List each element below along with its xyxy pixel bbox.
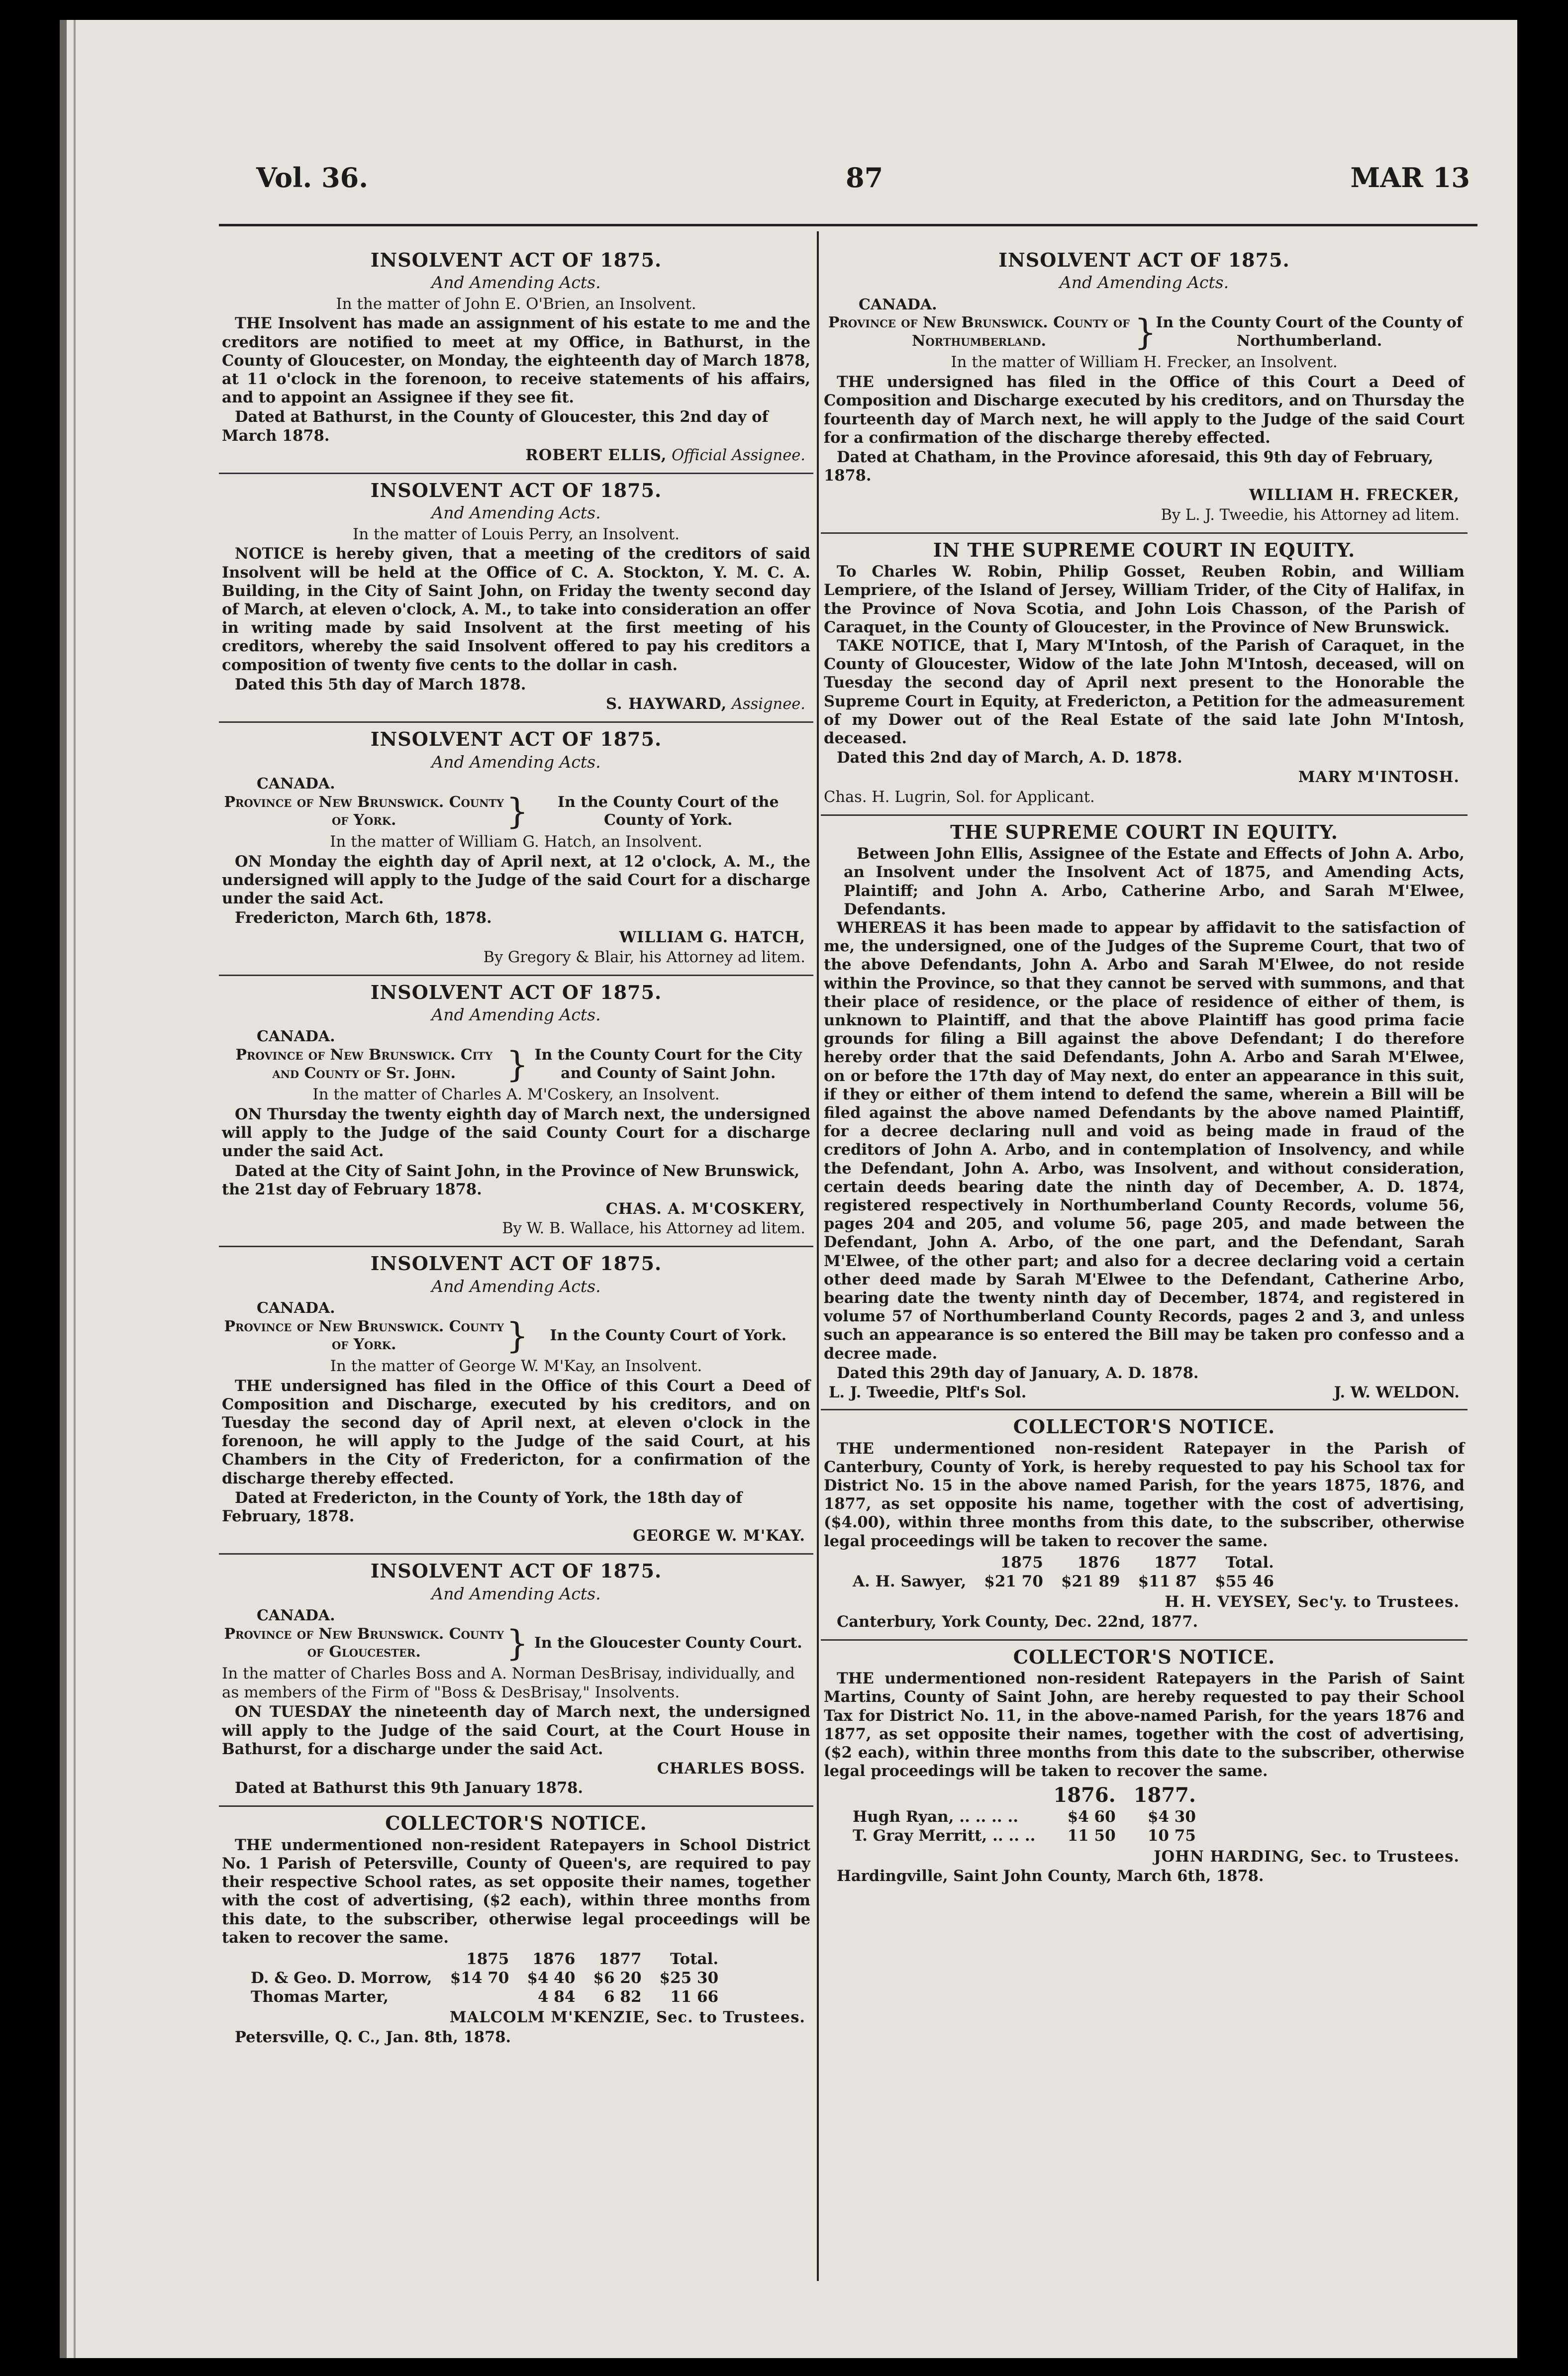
notice-dated: Dated this 29th day of January, A. D. 1878.	[837, 1364, 1199, 1382]
notice-title: THE SUPREME COURT IN EQUITY.	[950, 820, 1338, 843]
table-header-cell: 1877.	[1133, 1783, 1196, 1807]
table-header-cell: 1876.	[1053, 1783, 1116, 1807]
brace-glyph: }	[1134, 311, 1157, 353]
notice-mcintosh-equity	[821, 534, 1468, 816]
notice-dated: Fredericton, March 6th, 1878.	[235, 909, 492, 927]
right-column	[821, 244, 1468, 1893]
notice-matter: In the matter of Charles A. M'Coskery, an Insolvent.	[312, 1086, 720, 1104]
notice-body: THE undersigned has filed in the Office of this Court a Deed of Composition and Discharge, executed by his creditors, and on Tuesday the second day of April next, at eleven o'clock in the forenoon, he will apply to the Judge of the said Court, at his Chambers in the City of Fredericton, for a confirmation of the discharge thereby effected.	[222, 1377, 810, 1487]
notice-signature: ROBERT ELLIS, Official Assignee.	[525, 446, 805, 464]
notice-signature: WILLIAM H. FRECKER,	[1249, 486, 1460, 504]
notice-matter: In the matter of Louis Perry, an Insolvent.	[352, 525, 680, 543]
total-cell: $25 30	[659, 1969, 719, 1987]
notice-frecker	[821, 244, 1468, 534]
notice-body: THE Insolvent has made an assignment of his estate to me and the creditors are notified to meet at my Office, in Bathurst, in the County of Gloucester, on Monday, the eighteenth day of March 1878, at 11 o'clock in the forenoon, to receive statements of his affairs, and to appoint an Assignee if they see fit.	[222, 314, 810, 407]
notice-dated: Petersville, Q. C., Jan. 8th, 1878.	[235, 2028, 511, 2046]
rate-cell: $4 30	[1147, 1808, 1196, 1826]
brace-glyph: }	[506, 1315, 529, 1357]
collector-notice-petersville	[219, 1807, 813, 2054]
notice-matter: In the matter of George W. M'Kay, an Insolvent.	[330, 1357, 702, 1375]
column-rule	[817, 231, 819, 2281]
notice-mckay	[219, 1247, 813, 1555]
country-label: CANADA.	[257, 775, 335, 792]
table-header-cell: Total.	[1225, 1553, 1274, 1572]
ratepayer-name: T. Gray Merritt, .. .. ..	[853, 1827, 1036, 1845]
notice-dated: Dated this 5th day of March 1878.	[235, 675, 526, 693]
table-row	[844, 1808, 1205, 1827]
notice-signature: WILLIAM G. HATCH,	[619, 928, 805, 947]
collector-notice-canterbury	[821, 1410, 1468, 1641]
notice-matter: In the matter of John E. O'Brien, an Insolvent.	[336, 295, 696, 313]
rate-cell: 10 75	[1147, 1827, 1196, 1845]
rate-cell: $11 87	[1138, 1572, 1197, 1590]
notice-obrien	[219, 244, 813, 474]
notice-signature-row	[824, 1384, 1465, 1402]
table-header-row	[844, 1554, 1283, 1573]
table-header-cell: 1876	[532, 1950, 576, 1968]
ratepayer-name: D. & Geo. D. Morrow,	[251, 1969, 432, 1987]
notice-dated: Dated at Bathurst, in the County of Gloucester, this 2nd day of March 1878.	[222, 408, 769, 445]
jurisdiction-block	[222, 1299, 810, 1357]
court-name: In the County Court for the City and County of Saint John.	[534, 1046, 802, 1082]
table-header-cell: 1877	[598, 1950, 642, 1968]
notice-addressees: To Charles W. Robin, Philip Gosset, Reuben Robin, and William Lempriere, of the Island of Jersey, William Trider, of the City of Halifax, in the Province of Nova Scotia, and John Lois Chasson, of the Parish of Caraquet, in the County of Gloucester, in the Province of New Brunswick.	[824, 563, 1465, 636]
total-cell: 11 66	[670, 1987, 719, 2006]
notice-subtitle: And Amending Acts.	[431, 273, 601, 293]
notice-signature: S. HAYWARD, Assignee.	[606, 695, 805, 713]
brace-glyph: }	[506, 791, 529, 832]
rate-cell: $6 20	[593, 1969, 642, 1987]
country-label: CANADA.	[257, 1028, 335, 1046]
notice-subtitle: And Amending Acts.	[1059, 273, 1229, 293]
notice-dated: Dated at Bathurst this 9th January 1878.	[235, 1779, 584, 1797]
notice-subtitle: And Amending Acts.	[431, 1005, 601, 1025]
notice-signature: JOHN HARDING, Sec. to Trustees.	[1154, 1847, 1460, 1866]
rate-cell: 11 50	[1067, 1827, 1116, 1845]
notice-subtitle: And Amending Acts.	[431, 752, 601, 772]
court-name: In the County Court of York.	[550, 1326, 787, 1344]
rates-table	[844, 1554, 1283, 1591]
table-header-cell	[844, 1554, 975, 1573]
notice-signature: CHAS. A. M'COSKERY,	[605, 1199, 805, 1218]
notice-mccoskery	[219, 976, 813, 1248]
notice-title: COLLECTOR'S NOTICE.	[385, 1812, 647, 1835]
brace-glyph: }	[506, 1044, 529, 1085]
notice-body: TAKE NOTICE, that I, Mary M'Intosh, of the Parish of Caraquet, in the County of Gloucester, Widow of the late John M'Intosh, deceased, will on Tuesday the second day of April next present to the Honorable the Supreme Court in Equity, at Fredericton, a Petition for the admeasurement of my Dower out of the Real Estate of the said late John M'Intosh, deceased.	[824, 637, 1465, 748]
table-header-cell	[242, 1950, 441, 1969]
notice-arbo-equity	[821, 816, 1468, 1410]
rate-cell: 4 84	[537, 1987, 576, 2006]
rate-cell: 6 82	[604, 1987, 642, 2006]
notice-solicitor: Chas. H. Lugrin, Sol. for Applicant.	[824, 788, 1095, 806]
notice-body: WHEREAS it has been made to appear by affidavit to the satisfaction of me, the undersigned, one of the Judges of the Supreme Court, that two of the above Defendants, John A. Arbo and Sarah M'Elwee, do not reside within the Province, so that they cannot be served with summons, and that their place of residence, or the place of residence of either of them, is unknown to Plaintiff, and that the above Plaintiff has good prima facie grounds for filing a Bill against the above Defendant; I do therefore hereby order that the said Defendants, John A. Arbo and Sarah M'Elwee, on or before the 17th day of May next, do enter an appearance in this suit, if they or either of them intend to defend the same, wherein a Bill will be filed against the above named Defendants by the above named Plaintiff, for a decree declaring null and void as being made in fraud of the creditors of John A. Arbo, and in contemplation of Insolvency, and while the Defendant, John A. Arbo, was Insolvent, and without consideration, certain deeds bearing date the ninth day of December, A. D. 1874, registered respectively in Northumberland County Records, volume 56, pages 204 and 205, and volume 56, page 205, and made between the Defendant, John A. Arbo, of the one part, and the Defendant, Sarah M'Elwee, of the other part; and also for a decree declaring void a certain other deed made by Sarah M'Elwee to the Defendant, Catherine Arbo, bearing date the twenty ninth day of December, 1874, and registered in volume 57 of Northumberland County Records, pages 2 and 3, and unless such an appearance is so entered the Bill may be taken pro confesso and a decree made.	[824, 919, 1465, 1363]
ratepayer-name: Hugh Ryan, .. .. .. ..	[853, 1808, 1018, 1826]
table-row	[242, 1969, 727, 1988]
page-edge-shadow	[60, 20, 67, 2358]
rate-cell: $4 40	[527, 1969, 576, 1987]
table-row	[242, 1988, 727, 2007]
notice-matter: In the matter of William H. Frecker, an Insolvent.	[951, 353, 1338, 372]
province-county: Province of New Brunswick. County of Northumberland.	[828, 314, 1130, 350]
jurisdiction-block	[824, 296, 1465, 351]
country-label: CANADA.	[257, 1299, 335, 1317]
table-header-cell: 1875	[466, 1950, 509, 1968]
notice-dated: Dated this 2nd day of March, A. D. 1878.	[837, 749, 1182, 767]
notice-dated: Canterbury, York County, Dec. 22nd, 1877.	[837, 1612, 1198, 1631]
table-header-cell: 1877	[1154, 1553, 1197, 1572]
notice-dated: Dated at Fredericton, in the County of York, the 18th day of February, 1878.	[222, 1488, 743, 1525]
notice-body: ON Thursday the twenty eighth day of March next, the undersigned will apply to the Judge of the said County Court for a discharge under the said Act.	[222, 1105, 810, 1161]
court-name: In the County Court of the County of Northumberland.	[1156, 314, 1463, 350]
notice-matter: In the matter of William G. Hatch, an Insolvent.	[330, 832, 702, 851]
table-header-cell	[844, 1783, 1044, 1808]
notice-signature: GEORGE W. M'KAY.	[633, 1527, 805, 1545]
court-name: In the Gloucester County Court.	[534, 1634, 802, 1652]
notice-body: NOTICE is hereby given, that a meeting of the creditors of said Insolvent will be held at the Office of C. A. Stockton, Y. M. C. A. Building, in the City of Saint John, on Friday the twenty second day of March, at eleven o'clock, A. M., to take into consideration an offer in writing made by said Insolvent at the first meeting of his creditors, whereby the said Insolvent offered to pay his creditors a composition of twenty five cents to the dollar in cash.	[222, 545, 810, 674]
notice-title: IN THE SUPREME COURT IN EQUITY.	[933, 538, 1356, 561]
rate-cell: $21 70	[984, 1572, 1043, 1590]
notice-body: THE undersigned has filed in the Office of this Court a Deed of Composition and Discharge executed by his creditors, and on Thursday the fourteenth day of March next, he will apply to the Judge of the said Court for a confirmation of the discharge thereby effected.	[824, 373, 1465, 447]
notice-title: INSOLVENT ACT OF 1875.	[370, 1560, 662, 1583]
rate-cell: $21 89	[1061, 1572, 1120, 1590]
table-header-cell: 1876	[1077, 1553, 1120, 1572]
notice-parties: Between John Ellis, Assignee of the Estate and Effects of John A. Arbo, an Insolvent under the Insolvent Act of 1875, and Amending Acts, Plaintiff; and John A. Arbo, Catherine Arbo, and Sarah M'Elwee, Defendants.	[844, 845, 1465, 918]
notice-subtitle: And Amending Acts.	[431, 503, 601, 523]
table-header-cell: Total.	[670, 1950, 719, 1968]
country-label: CANADA.	[257, 1606, 335, 1624]
newspaper-page	[60, 20, 1517, 2358]
brace-glyph: }	[506, 1623, 529, 1664]
notice-attorney: By W. B. Wallace, his Attorney ad litem.	[502, 1220, 805, 1238]
notice-signature: J. W. WELDON.	[1334, 1384, 1460, 1402]
rates-table	[242, 1950, 727, 2006]
province-county: Province of New Brunswick. County of Gloucester.	[224, 1625, 504, 1661]
notice-title: INSOLVENT ACT OF 1875.	[370, 728, 662, 751]
notice-dated: Dated at the City of Saint John, in the Province of New Brunswick, the 21st day of February 1878.	[222, 1162, 800, 1198]
ratepayer-name: Thomas Marter,	[251, 1987, 389, 2006]
jurisdiction-block	[222, 1607, 810, 1662]
notice-subtitle: And Amending Acts.	[431, 1584, 601, 1603]
left-column	[219, 244, 813, 2055]
issue-date: MAR 13	[1350, 162, 1470, 194]
table-row	[844, 1827, 1205, 1846]
notice-body: THE undermentioned non-resident Ratepayer in the Parish of Canterbury, County of York, is hereby requested to pay his School tax for District No. 15 in the above named Parish, for the years 1875, 1876, and 1877, as set opposite his name, together with the cost of advertising, ($4.00), within three months from this date, to the subscriber, otherwise legal proceedings will be taken to recover the same.	[824, 1439, 1465, 1550]
total-cell: $55 46	[1215, 1572, 1274, 1590]
court-name: In the County Court of the County of York.	[557, 793, 779, 829]
notice-body: THE undermentioned non-resident Ratepayers in the Parish of Saint Martins, County of Saint John, are hereby requested to pay their School Tax for District No. 11, in the above-named Parish, for the years 1876 and 1877, as set opposite their names, together with the cost of advertising, ($2 each), within three months from this date to the subscriber, otherwise legal proceedings will be taken to recover the same.	[824, 1670, 1465, 1781]
rates-table	[844, 1783, 1205, 1845]
page-number: 87	[846, 162, 883, 194]
notice-perry	[219, 474, 813, 723]
notice-body: ON TUESDAY the nineteenth day of March next, the undersigned will apply to the Judge of the said Court, at the Court House in Bathurst, for a discharge under the said Act.	[222, 1703, 810, 1758]
notice-title: INSOLVENT ACT OF 1875.	[370, 981, 662, 1003]
province-county: Province of New Brunswick. County of York.	[224, 1317, 504, 1354]
notice-title: INSOLVENT ACT OF 1875.	[998, 249, 1290, 271]
rate-cell: $14 70	[450, 1969, 509, 1987]
table-header-cell: 1875	[1000, 1553, 1043, 1572]
notice-title: INSOLVENT ACT OF 1875.	[370, 479, 662, 502]
page-edge-line	[74, 20, 76, 2358]
page-header	[256, 162, 1470, 197]
notice-dated: Hardingville, Saint John County, March 6th, 1878.	[837, 1867, 1264, 1885]
notice-signature: H. H. VEYSEY, Sec'y. to Trustees.	[1165, 1593, 1460, 1611]
notice-subtitle: And Amending Acts.	[431, 1276, 601, 1296]
ratepayer-name: A. H. Sawyer,	[853, 1572, 967, 1590]
notice-title: COLLECTOR'S NOTICE.	[1013, 1415, 1275, 1438]
jurisdiction-block	[222, 1028, 810, 1083]
rate-cell	[441, 1988, 518, 2007]
province-county: Province of New Brunswick. City and County of St. John.	[235, 1046, 493, 1082]
collector-notice-saint-martins	[821, 1641, 1468, 1893]
table-header-row	[844, 1783, 1205, 1808]
notice-matter: In the matter of Charles Boss and A. Norman DesBrisay, individually, and as members of the Firm of "Boss & DesBrisay," Insolvents.	[222, 1664, 795, 1701]
table-header-row	[242, 1950, 727, 1969]
notice-boss-desbrisay	[219, 1555, 813, 1807]
notice-hatch	[219, 723, 813, 976]
notice-title: COLLECTOR'S NOTICE.	[1013, 1645, 1275, 1668]
notice-attorney: By L. J. Tweedie, his Attorney ad litem.	[1161, 506, 1460, 524]
notice-dated: Dated at Chatham, in the Province aforesaid, this 9th day of February, 1878.	[824, 448, 1434, 485]
notice-attorney: By Gregory & Blair, his Attorney ad litem.	[483, 948, 805, 966]
notice-body: ON Monday the eighth day of April next, at 12 o'clock, A. M., the undersigned will apply to the Judge of the said Court for a discharge under the said Act.	[222, 852, 810, 907]
table-row	[844, 1573, 1283, 1591]
notice-signature: MARY M'INTOSH.	[1298, 768, 1460, 787]
header-rule	[219, 224, 1477, 226]
country-label: CANADA.	[859, 296, 937, 313]
jurisdiction-block	[222, 775, 810, 830]
volume-label: Vol. 36.	[256, 162, 369, 194]
notice-body: THE undermentioned non-resident Ratepayers in School District No. 1 Parish of Petersville, County of Queen's, are required to pay their respective School rates, as set opposite their names, together with the cost of advertising, ($2 each), within three months from this date, to the subscriber, otherwise legal proceedings will be taken to recover the same.	[222, 1836, 810, 1947]
notice-signature: MALCOLM M'KENZIE, Sec. to Trustees.	[449, 2008, 805, 2027]
notice-solicitor: L. J. Tweedie, Pltf's Sol.	[829, 1384, 1027, 1402]
notice-title: INSOLVENT ACT OF 1875.	[370, 1252, 662, 1275]
notice-title: INSOLVENT ACT OF 1875.	[370, 249, 662, 271]
province-county: Province of New Brunswick. County of York.	[224, 793, 504, 829]
rate-cell: $4 60	[1067, 1808, 1116, 1826]
notice-signature: CHARLES BOSS.	[657, 1760, 805, 1778]
